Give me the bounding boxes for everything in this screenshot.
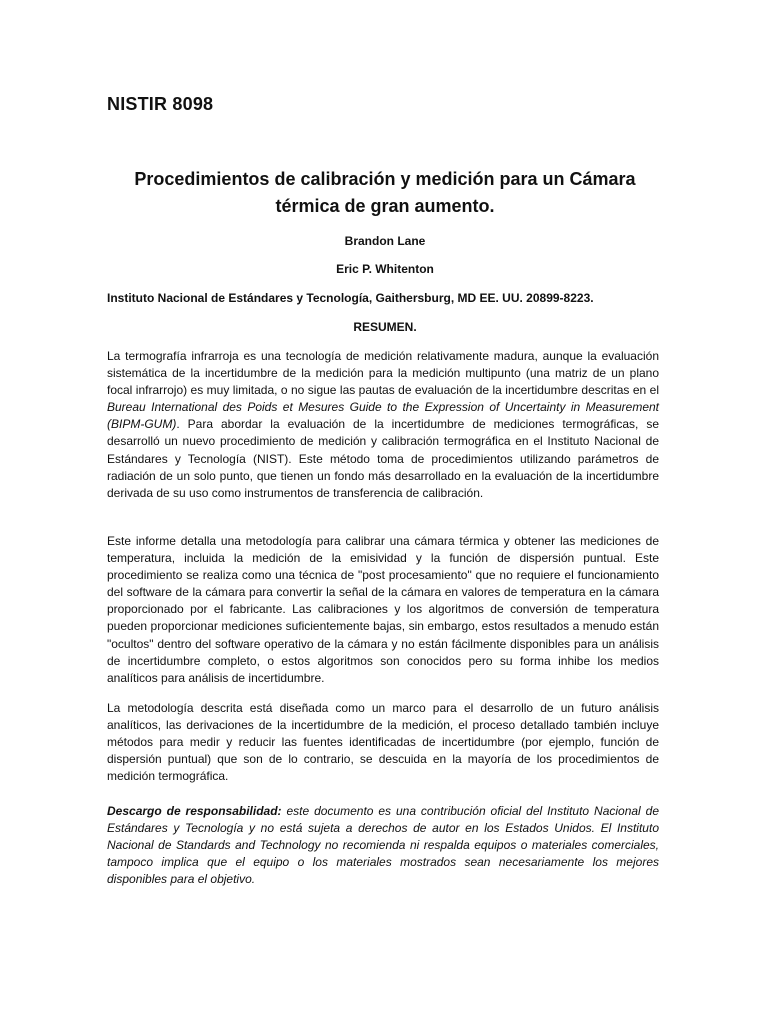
disclaimer-paragraph xyxy=(107,803,659,888)
guide-title-citation: Bureau International des Poids et Mesures Guide to the Expression of Uncertainty in Measurement (BIPM-GUM) xyxy=(107,400,659,432)
report-number: NISTIR 8098 xyxy=(107,94,214,114)
paragraph-text: La termografía infrarroja es una tecnología de medición relativamente madura, aunque la evaluación sistemática de la incertidumbre de la medición para la medición multipunto (una matriz de un plano focal infrarrojo) es muy limitada, o no sigue las pautas de evaluación de la incertidumbre descritas en el xyxy=(107,349,659,398)
affiliation: Instituto Nacional de Estándares y Tecnología, Gaithersburg, MD EE. UU. 20899-8223. xyxy=(107,291,594,305)
author-name: Eric P. Whitenton xyxy=(336,262,434,276)
abstract-heading: RESUMEN. xyxy=(353,320,417,334)
abstract-paragraph: Este informe detalla una metodología para calibrar una cámara térmica y obtener las mediciones de temperatura, incluida la medición de la emisividad y la función de dispersión puntual. Este procedimiento se realiza como una técnica de "post procesamiento" que no requiere el funcionamiento del software de la cámara para convertir la señal de la cámara en valores de temperatura en la cámara proporcionado por el fabricante. Las calibraciones y los algoritmos de conversión de temperatura pueden proporcionar mediciones suficientemente bajas, sin embargo, estos resultados a menudo están "ocultos" dentro del software operativo de la cámara y no están fácilmente disponibles para un análisis de incertidumbre completo, o estos algoritmos son conocidos pero su forma inhibe los medios analíticos para análisis de incertidumbre. xyxy=(107,534,659,685)
disclaimer-label: Descargo de responsabilidad: xyxy=(107,804,282,818)
document-title: Procedimientos de calibración y medición para un Cámara térmica de gran aumento. xyxy=(134,169,636,216)
paragraph-text: . Para abordar la evaluación de la incertidumbre de mediciones termográficas, se desarrolló un nuevo procedimiento de medición y calibración termográfica en el Instituto Nacional de Estándares y Tecnología (NIST). Este método toma de procedimientos utilizando parámetros de radiación de un solo punto, que tienen un fondo más desarrollado en la evaluación de la incertidumbre derivada de su uso como instrumentos de transferencia de calibración. xyxy=(107,417,659,500)
author-name: Brandon Lane xyxy=(344,234,426,248)
disclaimer-text: este documento es una contribución oficial del Instituto Nacional de Estándares y Tecnología y no está sujeta a derechos de autor en los Estados Unidos. El Instituto Nacional de Standards and Technology no recomienda ni respalda equipos o materiales comerciales, tampoco implica que el equipo o los materiales mostrados sean necesariamente los mejores disponibles para el objetivo. xyxy=(107,804,659,887)
abstract-paragraph: La metodología descrita está diseñada como un marco para el desarrollo de un futuro análisis analíticos, las derivaciones de la incertidumbre de la medición, el proceso detallado también incluye métodos para medir y reducir las fuentes identificadas de incertidumbre (por ejemplo, función de dispersión puntual) que son de lo contrario, se descuida en la mayoría de los procedimientos de medición termográfica. xyxy=(107,701,659,784)
abstract-paragraph xyxy=(107,348,659,502)
